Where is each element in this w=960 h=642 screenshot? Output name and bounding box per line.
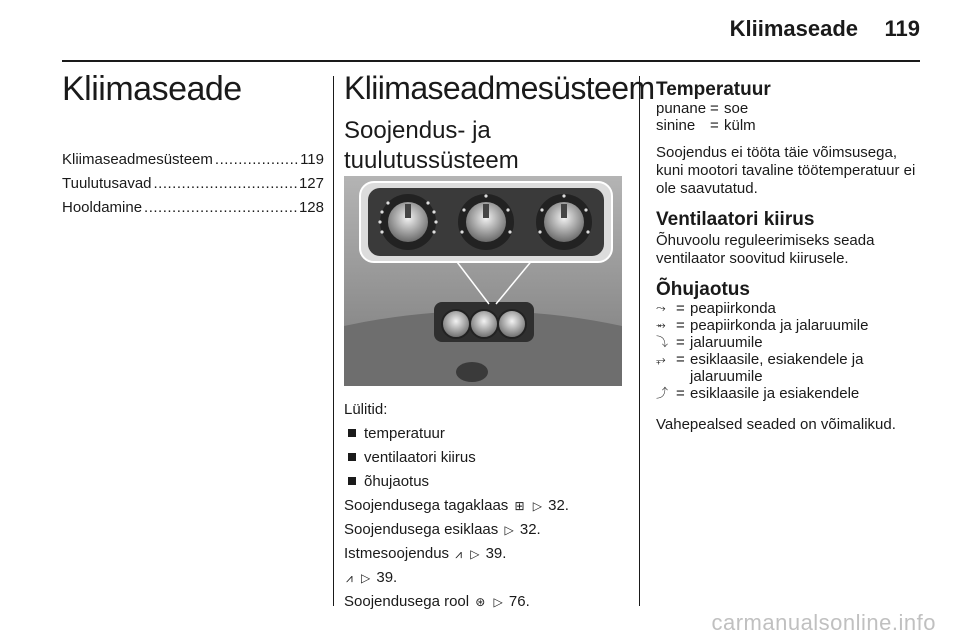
controls-label: Lülitid:: [344, 401, 388, 418]
bullet-square-icon: [348, 477, 356, 485]
air-value: peapiirkonda: [690, 300, 776, 317]
def-term: punane: [656, 100, 707, 117]
cross-reference[interactable]: [344, 542, 629, 566]
windscreen-icon: ⤴: [656, 386, 669, 400]
chapter-toc: [62, 151, 324, 223]
air-distribution-row: [656, 334, 926, 351]
ref-page: 39.: [376, 569, 398, 586]
seat-heat-icon: ⩘: [455, 547, 463, 561]
ref-page: 76.: [508, 593, 530, 610]
header-rule: [62, 60, 920, 62]
toc-entry-page: 127: [298, 175, 324, 192]
ref-text: Soojendusega esiklaas: [344, 521, 499, 538]
header-title: Kliimaseade: [729, 16, 858, 41]
air-value: esiklaasile, esiakendele ja jalaruumile: [690, 351, 864, 385]
feet-icon: ⤵: [656, 335, 669, 349]
air-value: jalaruumile: [690, 334, 763, 351]
cross-reference[interactable]: [344, 590, 629, 614]
toc-entry-page: 119: [300, 151, 324, 168]
page-number: 119: [884, 16, 920, 41]
bullet-item: [344, 446, 629, 470]
toc-leader-dots: [154, 175, 297, 192]
right-column: [656, 80, 926, 434]
air-value: esiklaasile ja esiakendele: [690, 385, 860, 402]
seat-heat-icon: ⩘: [346, 571, 353, 585]
bullet-item: [344, 470, 629, 494]
head-level-icon: ⤳: [656, 301, 666, 315]
definition-row: [656, 117, 926, 134]
air-distribution-heading: Õhujaotus: [656, 279, 750, 300]
windscreen-feet-icon: ⥅: [656, 352, 666, 366]
chapter-title: Kliimaseade: [62, 70, 242, 108]
ref-page: 32.: [519, 521, 541, 538]
def-value: soe: [724, 100, 749, 117]
air-value: peapiirkonda ja jalaruumile: [690, 317, 869, 334]
bullet-item: [344, 422, 629, 446]
column-divider-2: [639, 76, 640, 606]
equals-sign: =: [710, 117, 719, 134]
air-distribution-row: [656, 300, 926, 317]
controls-text: [344, 398, 629, 614]
bullet-text: ventilaatori kiirus: [364, 449, 476, 466]
reference-arrow-icon: ▷: [470, 547, 480, 561]
cross-reference[interactable]: [344, 518, 629, 542]
equals-sign: =: [676, 300, 685, 317]
ref-text: Soojendusega rool: [344, 593, 470, 610]
toc-entry[interactable]: [62, 199, 324, 223]
cross-reference[interactable]: [344, 494, 629, 518]
air-distribution-row: [656, 351, 926, 385]
head-feet-icon: ⥇: [656, 318, 666, 332]
air-distribution-note: Vahepealsed seaded on võimalikud.: [656, 416, 896, 433]
reference-arrow-icon: ▷: [504, 523, 514, 537]
toc-entry[interactable]: [62, 175, 324, 199]
ref-page: 39.: [485, 545, 507, 562]
rear-defrost-icon: ⊞: [514, 499, 525, 513]
def-term: sinine: [656, 117, 696, 134]
toc-entry-title: Kliimaseadmesüsteem: [62, 151, 213, 168]
def-value: külm: [724, 117, 756, 134]
bullet-text: temperatuur: [364, 425, 445, 442]
toc-entry-title: Tuulutusavad: [62, 175, 152, 192]
bullet-text: õhujaotus: [364, 473, 430, 490]
watermark: carmanualsonline.info: [711, 610, 936, 635]
equals-sign: =: [710, 100, 719, 117]
column-divider-1: [333, 76, 334, 606]
air-distribution-row: [656, 317, 926, 334]
equals-sign: =: [676, 385, 685, 402]
reference-arrow-icon: ▷: [493, 595, 503, 609]
temperature-heading: Temperatuur: [656, 79, 771, 100]
fan-speed-heading: Ventilaatori kiirus: [656, 209, 815, 230]
fan-speed-note: Õhuvoolu reguleerimiseks seada ventilaator soovitud kiirusele.: [656, 232, 875, 267]
steering-heat-icon: ⊛: [475, 595, 486, 609]
ref-page: 32.: [548, 497, 569, 514]
temperature-note: Soojendus ei tööta täie võimsusega, kuni mootori tavaline töötemperatuur ei ole saavutatud.: [656, 144, 916, 197]
equals-sign: =: [676, 317, 685, 334]
bullet-square-icon: [348, 429, 356, 437]
toc-leader-dots: [215, 151, 298, 168]
subsection-title: Soojendus- ja tuulutussüsteem: [344, 117, 519, 174]
definition-row: [656, 100, 926, 117]
climate-control-photo: [344, 176, 622, 386]
ref-text: Soojendusega tagaklaas: [344, 497, 509, 514]
reference-arrow-icon: ▷: [532, 499, 542, 513]
toc-leader-dots: [144, 199, 297, 216]
equals-sign: =: [676, 351, 685, 368]
toc-entry-title: Hooldamine: [62, 199, 143, 216]
reference-arrow-icon: ▷: [360, 571, 371, 585]
ref-text: Istmesoojendus: [344, 545, 450, 562]
climate-control-illustration: [344, 176, 622, 386]
equals-sign: =: [676, 334, 685, 351]
section-title: Kliimaseadmesüsteem: [344, 70, 655, 106]
bullet-square-icon: [348, 453, 356, 461]
air-distribution-row: [656, 385, 926, 402]
cross-reference[interactable]: [344, 566, 629, 590]
toc-entry[interactable]: [62, 151, 324, 175]
toc-entry-page: 128: [298, 199, 324, 216]
